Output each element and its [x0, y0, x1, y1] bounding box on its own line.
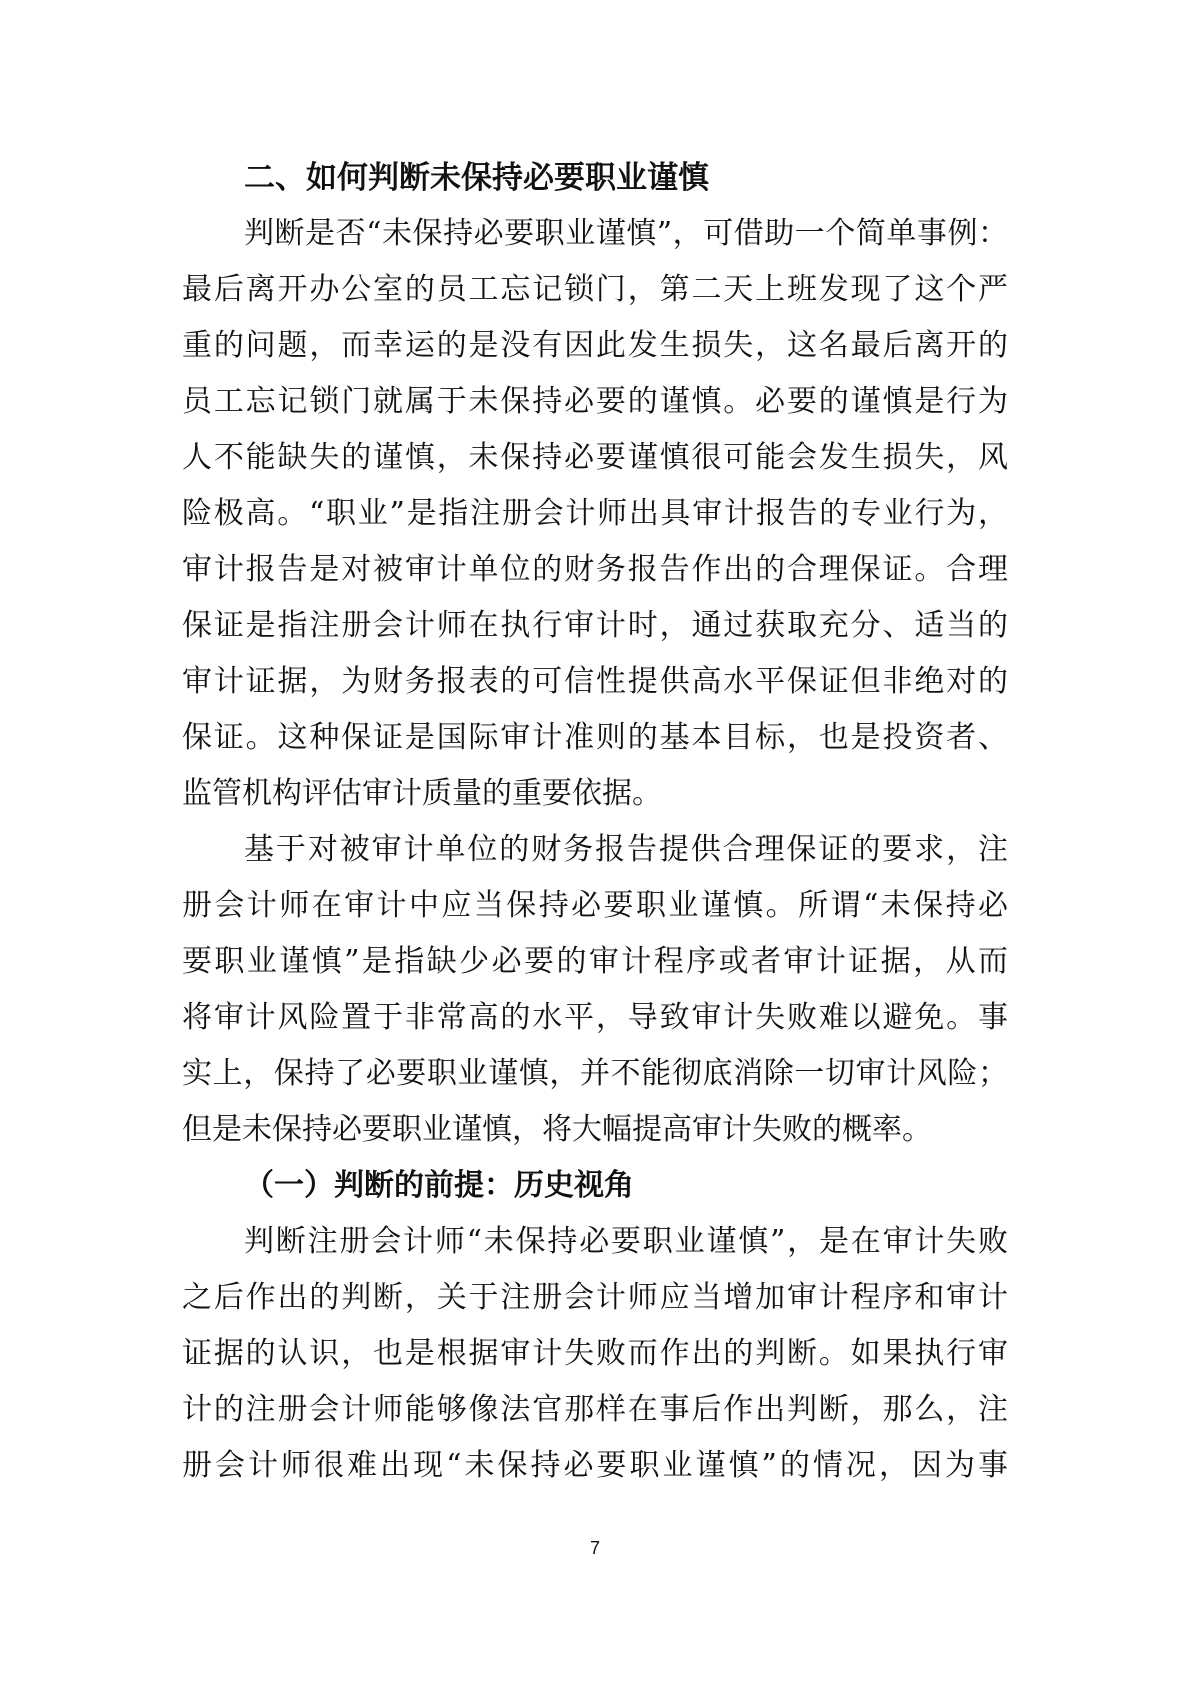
paragraph-3: [182, 1214, 1008, 1494]
paragraph-line: 计的注册会计师能够像法官那样在事后作出判断，那么，注: [182, 1392, 1008, 1427]
paragraph-2: [182, 822, 1008, 1158]
paragraph-line: 监管机构评估审计质量的重要依据。: [182, 776, 662, 811]
paragraph-line: 最后离开办公室的员工忘记锁门，第二天上班发现了这个严: [182, 272, 1008, 307]
paragraph-line: 册会计师很难出现“未保持必要职业谨慎”的情况，因为事: [182, 1448, 1008, 1483]
paragraph-line: 要职业谨慎”是指缺少必要的审计程序或者审计证据，从而: [182, 944, 1008, 979]
paragraph-line: 之后作出的判断，关于注册会计师应当增加审计程序和审计: [182, 1280, 1008, 1315]
paragraph-line: 险极高。“职业”是指注册会计师出具审计报告的专业行为，: [182, 496, 1008, 531]
paragraph-line: 将审计风险置于非常高的水平，导致审计失败难以避免。事: [182, 1000, 1008, 1035]
paragraph-line: 员工忘记锁门就属于未保持必要的谨慎。必要的谨慎是行为: [182, 384, 1008, 419]
paragraph-line: 人不能缺失的谨慎，未保持必要谨慎很可能会发生损失，风: [182, 440, 1008, 475]
paragraph-1: [182, 206, 1008, 822]
paragraph-line: 但是未保持必要职业谨慎，将大幅提高审计失败的概率。: [182, 1112, 932, 1147]
subsection-heading: （一）判断的前提：历史视角: [244, 1168, 634, 1203]
paragraph-line: 审计证据，为财务报表的可信性提供高水平保证但非绝对的: [182, 664, 1008, 699]
paragraph-line: 保证。这种保证是国际审计准则的基本目标，也是投资者、: [182, 720, 1008, 755]
paragraph-line: 审计报告是对被审计单位的财务报告作出的合理保证。合理: [182, 552, 1008, 587]
page-number: 7: [589, 1538, 600, 1558]
paragraph-line: 保证是指注册会计师在执行审计时，通过获取充分、适当的: [182, 608, 1008, 643]
page-content: [182, 150, 1008, 1494]
paragraph-line: 基于对被审计单位的财务报告提供合理保证的要求，注: [244, 832, 1008, 867]
paragraph-line: 证据的认识，也是根据审计失败而作出的判断。如果执行审: [182, 1336, 1008, 1371]
paragraph-line: 判断是否“未保持必要职业谨慎”，可借助一个简单事例：: [244, 216, 1008, 251]
paragraph-line: 判断注册会计师“未保持必要职业谨慎”，是在审计失败: [244, 1224, 1008, 1259]
paragraph-line: 册会计师在审计中应当保持必要职业谨慎。所谓“未保持必: [182, 888, 1008, 923]
paragraph-line: 实上，保持了必要职业谨慎，并不能彻底消除一切审计风险；: [182, 1056, 1008, 1091]
paragraph-line: 重的问题，而幸运的是没有因此发生损失，这名最后离开的: [182, 328, 1008, 363]
section-heading: 二、如何判断未保持必要职业谨慎: [244, 160, 709, 196]
